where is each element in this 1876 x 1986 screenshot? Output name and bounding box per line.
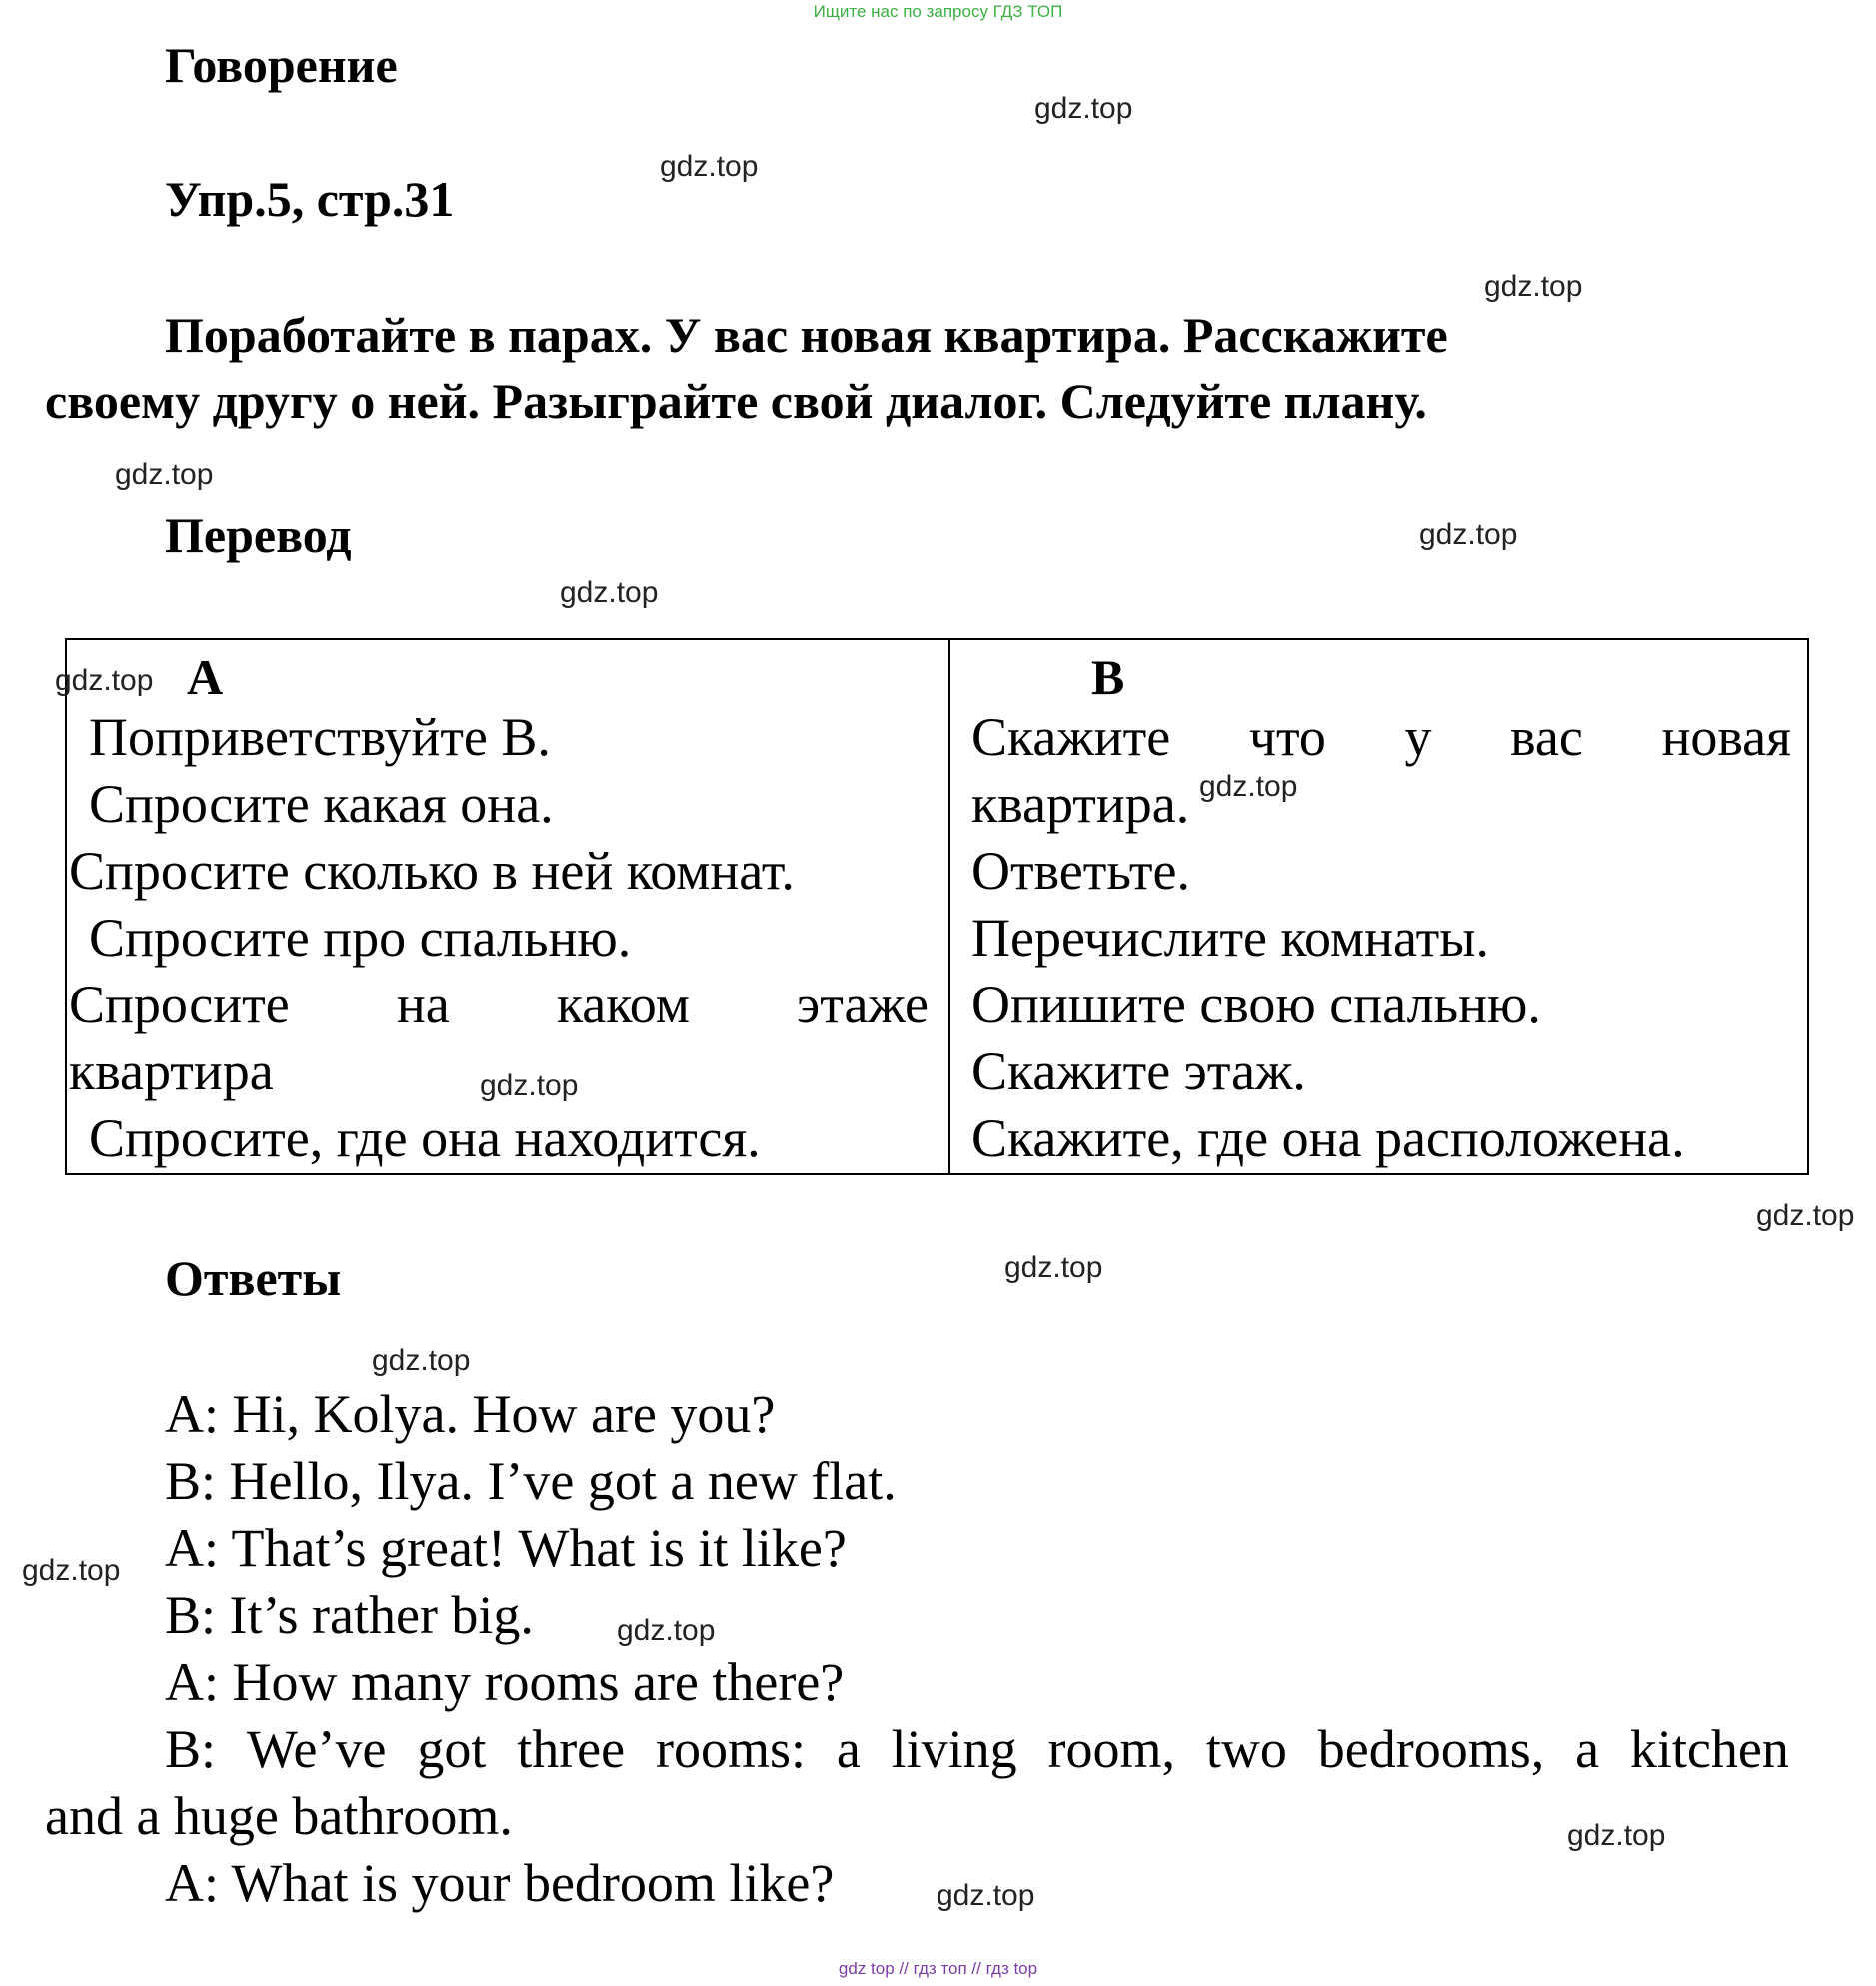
- col-b-word: у: [1404, 707, 1432, 767]
- dialog-word: bedrooms,: [1317, 1719, 1545, 1779]
- col-b-justified: [971, 706, 1791, 768]
- dialog-line: B: Hello, Ilya. I’ve got a new flat.: [165, 1451, 897, 1511]
- col-b-line: квартира.: [971, 774, 1190, 834]
- dialog-word: room,: [1047, 1719, 1176, 1779]
- watermark: gdz.top: [55, 664, 154, 697]
- col-b-word: Скажите: [971, 707, 1171, 767]
- plan-table: [65, 638, 1809, 1175]
- col-a-word: Спросите: [69, 975, 290, 1034]
- col-b-word: вас: [1510, 707, 1583, 767]
- section-translation-heading: Перевод: [165, 507, 352, 563]
- col-b-line: Ответьте.: [971, 841, 1190, 901]
- col-b-word: что: [1248, 707, 1326, 767]
- top-banner: Ищите нас по запросу ГДЗ ТОП: [813, 2, 1063, 21]
- task-line-1: Поработайте в парах. У вас новая квартира. Расскажите: [165, 307, 1448, 363]
- watermark: gdz.top: [1756, 1199, 1855, 1232]
- col-a-header: A: [187, 649, 224, 705]
- watermark: gdz.top: [480, 1069, 579, 1102]
- watermark: gdz.top: [1004, 1251, 1103, 1284]
- watermark: gdz.top: [617, 1614, 716, 1647]
- dialog-line: and a huge bathroom.: [45, 1786, 513, 1846]
- watermark: gdz.top: [1484, 270, 1583, 303]
- watermark: gdz.top: [372, 1344, 471, 1377]
- col-a-line: Спросите про спальню.: [89, 908, 632, 968]
- section-speaking-heading: Говорение: [165, 37, 398, 93]
- col-b-line: Опишите свою спальню.: [971, 975, 1541, 1034]
- table-divider: [948, 640, 950, 1173]
- watermark: gdz.top: [1034, 92, 1133, 125]
- watermark: gdz.top: [937, 1879, 1035, 1912]
- dialog-word: kitchen: [1629, 1719, 1789, 1779]
- col-a-word: на: [396, 975, 450, 1034]
- col-b-line: Перечислите комнаты.: [971, 908, 1490, 968]
- dialog-word: a: [1575, 1719, 1600, 1779]
- col-b-line: Скажите, где она расположена.: [971, 1108, 1685, 1168]
- dialog-word: living: [891, 1719, 1017, 1779]
- dialog-word: B:: [165, 1719, 217, 1779]
- col-a-line: Спросите сколько в ней комнат.: [69, 841, 795, 901]
- col-a-line: квартира: [69, 1041, 274, 1101]
- watermark: gdz.top: [1199, 770, 1298, 803]
- dialog-justified: [165, 1718, 1789, 1780]
- task-line-2: своему другу о ней. Разыграйте свой диалог. Следуйте плану.: [45, 373, 1427, 429]
- watermark: gdz.top: [115, 458, 214, 491]
- dialog-line: A: Hi, Kolya. How are you?: [165, 1384, 776, 1444]
- dialog-word: got: [417, 1719, 487, 1779]
- dialog-line: B: It’s rather big.: [165, 1585, 534, 1645]
- col-a-line: [69, 974, 929, 1035]
- task-text: [45, 302, 1789, 434]
- watermark: gdz.top: [1567, 1819, 1666, 1852]
- col-a-word: каком: [556, 975, 690, 1034]
- dialog-word: two: [1205, 1719, 1287, 1779]
- bottom-banner: gdz top // гдз топ // гдз top: [838, 1959, 1038, 1978]
- watermark: gdz.top: [1419, 518, 1518, 551]
- watermark: gdz.top: [660, 150, 759, 183]
- col-a-line: Спросите, где она находится.: [89, 1108, 761, 1168]
- watermark: gdz.top: [22, 1554, 121, 1587]
- exercise-heading: Упр.5, стр.31: [165, 171, 455, 227]
- dialog-word: We’ve: [246, 1719, 387, 1779]
- section-answers-heading: Ответы: [165, 1250, 342, 1306]
- dialog-line: [165, 1718, 1789, 1780]
- col-a-line: Поприветствуйте B.: [89, 707, 551, 767]
- col-a-justified: [69, 974, 929, 1035]
- col-b-header: B: [1091, 649, 1125, 705]
- dialog-line: A: What is your bedroom like?: [165, 1853, 835, 1913]
- col-b-word: новая: [1661, 707, 1791, 767]
- col-b-line: [971, 706, 1791, 768]
- col-a-line: Спросите какая она.: [89, 774, 554, 834]
- dialog-line: A: How many rooms are there?: [165, 1652, 845, 1712]
- dialog-line: A: That’s great! What is it like?: [165, 1518, 847, 1578]
- dialog-word: three: [517, 1719, 626, 1779]
- dialog-word: rooms:: [655, 1719, 806, 1779]
- col-b-line: Скажите этаж.: [971, 1041, 1306, 1101]
- dialog-word: a: [836, 1719, 861, 1779]
- watermark: gdz.top: [560, 576, 659, 609]
- col-a-word: этаже: [797, 975, 929, 1034]
